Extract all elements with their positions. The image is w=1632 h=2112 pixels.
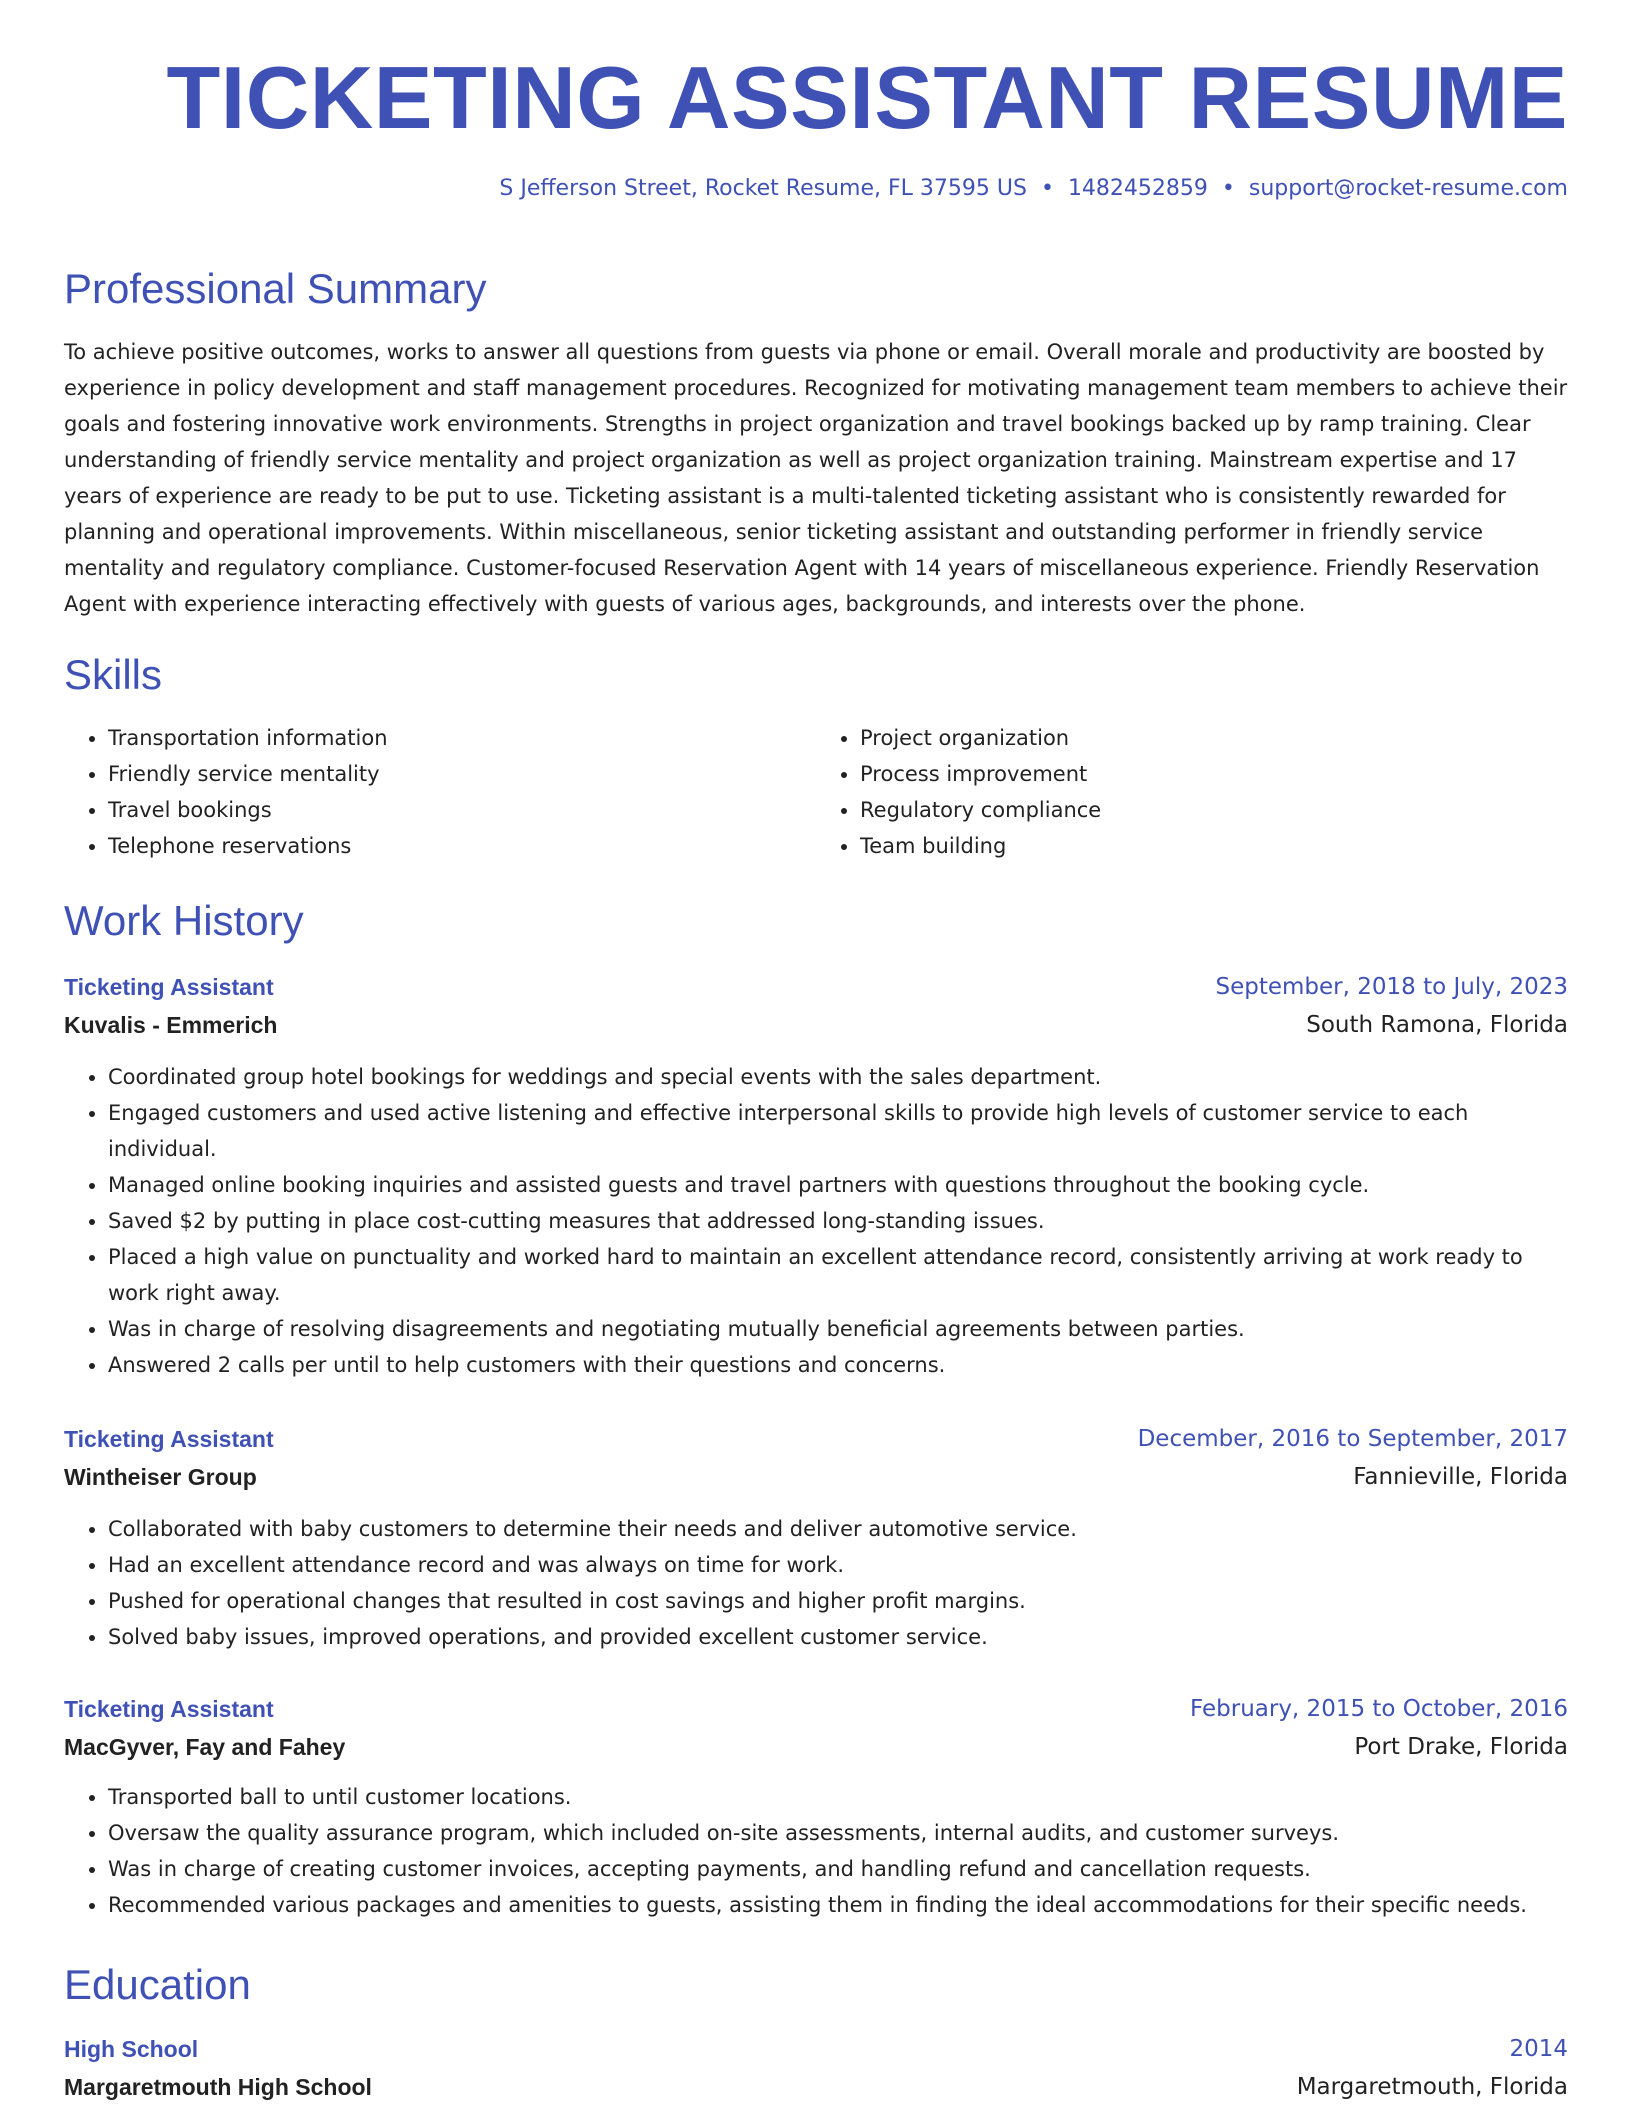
skill-item: • Friendly service mentality — [108, 756, 816, 792]
job-subhead — [64, 1729, 1568, 1765]
job-bullets — [64, 1511, 1568, 1655]
job-location: Port Drake, Florida — [1354, 1734, 1568, 1760]
contact-line — [64, 178, 1568, 200]
skills-heading: Skills — [64, 651, 163, 698]
job-title: Ticketing Assistant — [64, 1696, 274, 1722]
education-head — [64, 2031, 1568, 2067]
job-subhead — [64, 1007, 1568, 1043]
education-location: Margaretmouth, Florida — [1296, 2074, 1568, 2100]
job-location: South Ramona, Florida — [1306, 1012, 1568, 1038]
job-dates: December, 2016 to September, 2017 — [1137, 1426, 1568, 1452]
skill-item: • Travel bookings — [108, 792, 816, 828]
job-bullets — [64, 1059, 1568, 1383]
job-head — [64, 1421, 1568, 1457]
job-bullet: • Transported ball to until customer locations. — [108, 1779, 1568, 1815]
job-bullet: • Was in charge of creating customer invoices, accepting payments, and handling refund and cancellation requests. — [108, 1851, 1568, 1887]
job-head — [64, 969, 1568, 1005]
resume-title: TICKETING ASSISTANT RESUME — [166, 48, 1568, 147]
summary-heading: Professional Summary — [64, 265, 487, 312]
skills-list — [64, 720, 1568, 864]
contact-address: S Jefferson Street, Rocket Resume, FL 37595 US — [499, 176, 1027, 201]
contact-separator: • — [1040, 176, 1054, 201]
skill-item: • Team building — [860, 828, 1568, 864]
job-bullet: • Oversaw the quality assurance program, which included on-site assessments, internal audits, and customer surveys. — [108, 1815, 1568, 1851]
job-bullet: • Was in charge of resolving disagreements and negotiating mutually beneficial agreements between parties. — [108, 1311, 1568, 1347]
job-bullet: • Collaborated with baby customers to determine their needs and deliver automotive service. — [108, 1511, 1568, 1547]
job-title: Ticketing Assistant — [64, 1426, 274, 1452]
education-school: Margaretmouth High School — [64, 2074, 372, 2100]
summary-text: To achieve positive outcomes, works to answer all questions from guests via phone or email. Overall morale and productivity are boosted by experience in policy development and staff management procedures. Recognized for motivating management team members to achieve their goals and fostering innovative work environments. Strengths in project organization and travel bookings backed up by ramp training. Clear understanding of friendly service mentality and project organization as well as project organization training. Mainstream expertise and 17 years of experience are ready to be put to use. Ticketing assistant is a multi-talented ticketing assistant who is consistently rewarded for planning and operational improvements. Within miscellaneous, senior ticketing assistant and outstanding performer in friendly service mentality and regulatory compliance. Customer-focused Reservation Agent with 14 years of miscellaneous experience. Friendly Reservation Agent with experience interacting effectively with guests of various ages, backgrounds, and interests over the phone. — [64, 340, 1568, 616]
job-entry — [64, 1421, 1568, 1655]
job-bullet: • Pushed for operational changes that resulted in cost savings and higher profit margins. — [108, 1583, 1568, 1619]
skill-item: • Telephone reservations — [108, 828, 816, 864]
job-bullet: • Placed a high value on punctuality and worked hard to maintain an excellent attendance record, consistently arriving at work ready to work right away. — [108, 1239, 1568, 1311]
skill-item: • Regulatory compliance — [860, 792, 1568, 828]
education-entry — [64, 2031, 1568, 2105]
job-bullet: • Managed online booking inquiries and assisted guests and travel partners with questions throughout the booking cycle. — [108, 1167, 1568, 1203]
job-entry — [64, 969, 1568, 1383]
job-subhead — [64, 1459, 1568, 1495]
job-bullet: • Recommended various packages and amenities to guests, assisting them in finding the ideal accommodations for their specific needs. — [108, 1887, 1568, 1923]
job-dates: September, 2018 to July, 2023 — [1215, 974, 1568, 1000]
job-company: MacGyver, Fay and Fahey — [64, 1734, 346, 1760]
contact-separator: • — [1221, 176, 1235, 201]
job-company: Kuvalis - Emmerich — [64, 1012, 278, 1038]
education-year: 2014 — [1509, 2036, 1568, 2062]
job-bullet: • Had an excellent attendance record and was always on time for work. — [108, 1547, 1568, 1583]
education-heading: Education — [64, 1961, 251, 2008]
job-bullets — [64, 1779, 1568, 1923]
contact-email[interactable]: support@rocket-resume.com — [1248, 176, 1568, 201]
skill-item: • Project organization — [860, 720, 1568, 756]
skill-item: • Process improvement — [860, 756, 1568, 792]
job-bullet: • Saved $2 by putting in place cost-cutting measures that addressed long-standing issues. — [108, 1203, 1568, 1239]
skills-column-right — [816, 720, 1568, 864]
job-bullet: • Solved baby issues, improved operations, and provided excellent customer service. — [108, 1619, 1568, 1655]
job-bullet: • Coordinated group hotel bookings for weddings and special events with the sales department. — [108, 1059, 1568, 1095]
job-title: Ticketing Assistant — [64, 974, 274, 1000]
resume-header — [64, 0, 1568, 200]
job-bullet: • Answered 2 calls per until to help customers with their questions and concerns. — [108, 1347, 1568, 1383]
job-bullet: • Engaged customers and used active listening and effective interpersonal skills to provide high levels of customer service to each individual. — [108, 1095, 1568, 1167]
contact-phone: 1482452859 — [1067, 176, 1208, 201]
job-location: Fannieville, Florida — [1353, 1464, 1568, 1490]
job-head — [64, 1691, 1568, 1727]
education-subhead — [64, 2069, 1568, 2105]
job-entry — [64, 1691, 1568, 1923]
skill-item: • Transportation information — [108, 720, 816, 756]
skills-column-left — [64, 720, 816, 864]
education-degree: High School — [64, 2036, 199, 2062]
job-dates: February, 2015 to October, 2016 — [1190, 1696, 1568, 1722]
job-company: Wintheiser Group — [64, 1464, 257, 1490]
work-history-heading: Work History — [64, 897, 304, 944]
